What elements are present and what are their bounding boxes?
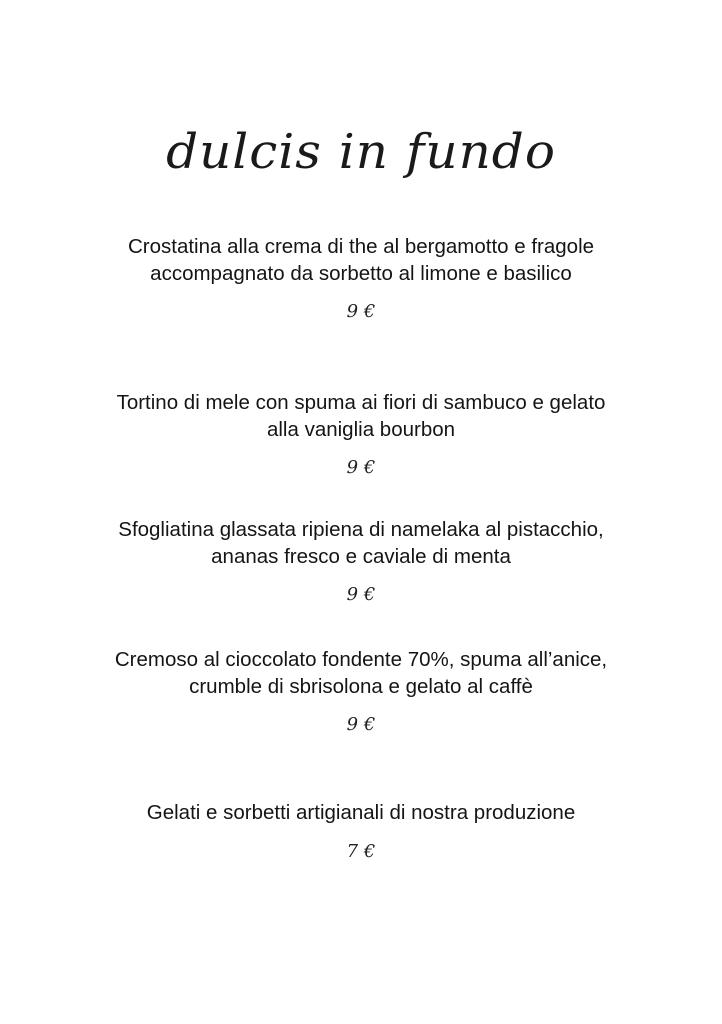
menu-item bbox=[100, 800, 622, 863]
menu-item-name: Cremoso al cioccolato fondente 70%, spuma all’anice, crumble di sbrisolona e gelato al caffè bbox=[114, 648, 608, 698]
menu-item-price: 9 € bbox=[346, 714, 376, 735]
menu-item-name: Sfogliatina glassata ripiena di namelaka al pistacchio, ananas fresco e caviale di menta bbox=[118, 518, 604, 568]
menu-item-name: Crostatina alla crema di the al bergamotto e fragole accompagnato da sorbetto al limone e basilico bbox=[127, 235, 595, 285]
menu-item-name: Gelati e sorbetti artigianali di nostra produzione bbox=[146, 801, 576, 824]
menu-item-price: 9 € bbox=[346, 584, 376, 605]
menu-item-name: Tortino di mele con spuma ai fiori di sambuco e gelato alla vaniglia bourbon bbox=[116, 391, 606, 441]
menu-item-price: 7 € bbox=[346, 840, 376, 862]
menu-item bbox=[100, 517, 622, 606]
menu-title: dulcis in fundo bbox=[166, 124, 556, 180]
menu-item-price: 9 € bbox=[346, 301, 376, 322]
menu-item bbox=[100, 234, 622, 323]
menu-item bbox=[100, 390, 622, 479]
menu-item bbox=[100, 647, 622, 736]
menu-item-price: 9 € bbox=[346, 457, 376, 478]
